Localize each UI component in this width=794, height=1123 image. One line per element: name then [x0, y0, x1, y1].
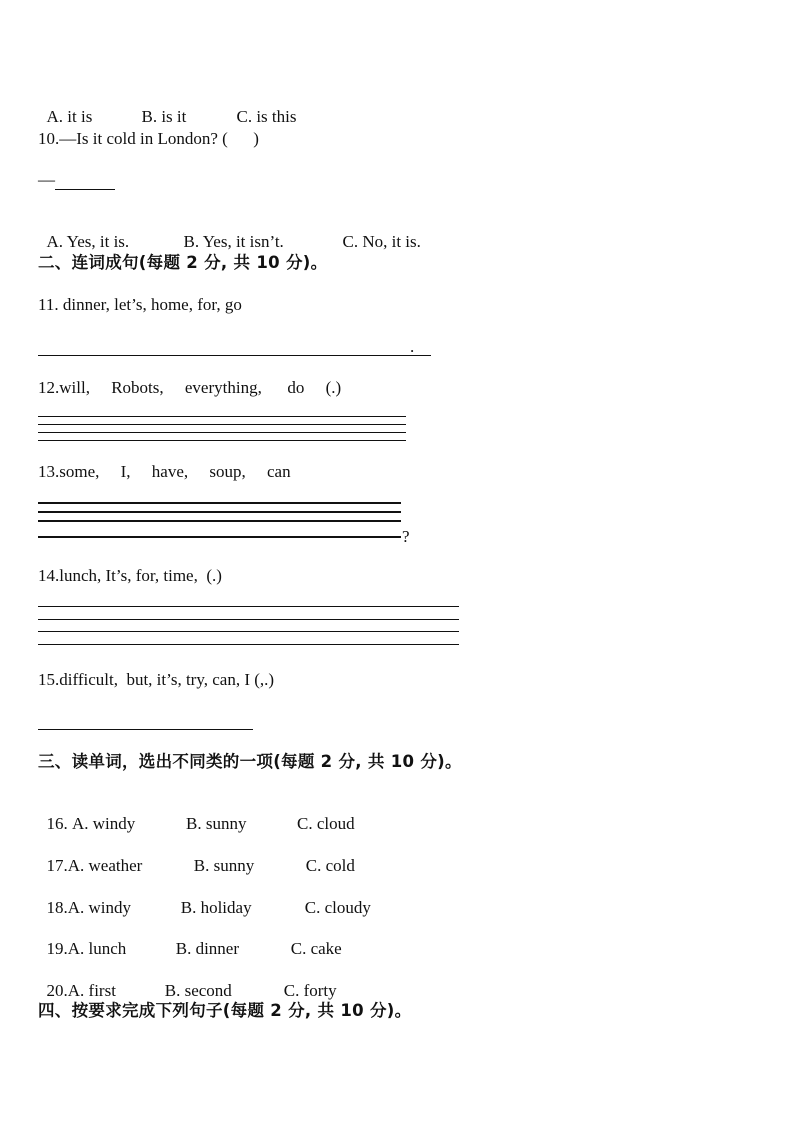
q14-words: 14.lunch, It’s, for, time, (.): [38, 566, 222, 585]
q9-option-a: A. it is: [46, 107, 93, 126]
q19-row: [38, 919, 342, 959]
q16-number: 16.: [46, 814, 72, 833]
section2-title: 二、连词成句(每题 2 分, 共 10 分)。: [38, 253, 328, 272]
q18-option-c: C. cloudy: [304, 898, 371, 917]
q17-number: 17.: [46, 856, 68, 875]
q11-end-mark: .: [410, 337, 415, 356]
q10-option-b: B. Yes, it isn’t.: [183, 232, 284, 251]
q12-answer-line-2[interactable]: [38, 424, 406, 425]
section4-title: 四、按要求完成下列句子(每题 2 分, 共 10 分)。: [38, 1001, 412, 1020]
section3-title: 三、读单词，选出不同类的一项(每题 2 分, 共 10 分)。: [38, 752, 462, 771]
q18-row: [38, 878, 371, 918]
q17-row: [38, 836, 355, 876]
q15-words: 15.difficult, but, it’s, try, can, I (,.): [38, 670, 275, 689]
q16-option-c: C. cloud: [297, 814, 355, 833]
q15-answer-line[interactable]: [38, 729, 253, 730]
q10-answer-line: [38, 170, 115, 190]
q17-option-b: B. sunny: [193, 856, 255, 875]
q20-row: [38, 961, 337, 1001]
q19-number: 19.: [46, 939, 68, 958]
q13-answer-line-2[interactable]: [38, 511, 401, 513]
q17-option-c: C. cold: [305, 856, 355, 875]
q18-option-b: B. holiday: [180, 898, 252, 917]
q11-words: 11. dinner, let’s, home, for, go: [38, 295, 242, 314]
q10-option-a: A. Yes, it is.: [46, 232, 130, 251]
q19-option-c: C. cake: [290, 939, 342, 958]
q12-answer-line-1[interactable]: [38, 416, 406, 417]
q12-answer-line-3[interactable]: [38, 432, 406, 433]
q14-answer-line-2[interactable]: [38, 619, 459, 620]
q16-row: [38, 794, 355, 834]
q20-number: 20.: [46, 981, 68, 1000]
q13-end-mark: ?: [402, 527, 410, 546]
q10-answer-blank[interactable]: [55, 171, 115, 190]
q10-answer-prefix: —: [38, 170, 55, 189]
q9-option-c: C. is this: [236, 107, 297, 126]
q13-words: 13.some, I, have, soup, can: [38, 462, 291, 481]
q10-options: [38, 212, 421, 252]
q20-option-c: C. forty: [283, 981, 337, 1000]
q12-answer-line-4[interactable]: [38, 440, 406, 441]
q16-option-a: A. windy: [72, 814, 136, 833]
q13-answer-line-1[interactable]: [38, 502, 401, 504]
q16-option-b: B. sunny: [186, 814, 247, 833]
q20-option-a: A. first: [67, 981, 116, 1000]
q20-option-b: B. second: [164, 981, 232, 1000]
q18-number: 18.: [46, 898, 68, 917]
q10-option-c: C. No, it is.: [342, 232, 421, 251]
q13-answer-line-4[interactable]: [38, 536, 401, 538]
q17-option-a: A. weather: [67, 856, 143, 875]
q9-options: [38, 87, 297, 127]
q14-answer-line-4[interactable]: [38, 644, 459, 645]
q11-answer-line[interactable]: [38, 355, 431, 356]
q13-answer-line-3[interactable]: [38, 520, 401, 522]
q12-words: 12.will, Robots, everything, do (.): [38, 378, 342, 397]
q18-option-a: A. windy: [67, 898, 132, 917]
q9-option-b: B. is it: [141, 107, 187, 126]
q14-answer-line-3[interactable]: [38, 631, 459, 632]
q19-option-a: A. lunch: [67, 939, 127, 958]
q19-option-b: B. dinner: [175, 939, 240, 958]
q10-question: 10.—Is it cold in London? ( ): [38, 129, 259, 148]
q14-answer-line-1[interactable]: [38, 606, 459, 607]
